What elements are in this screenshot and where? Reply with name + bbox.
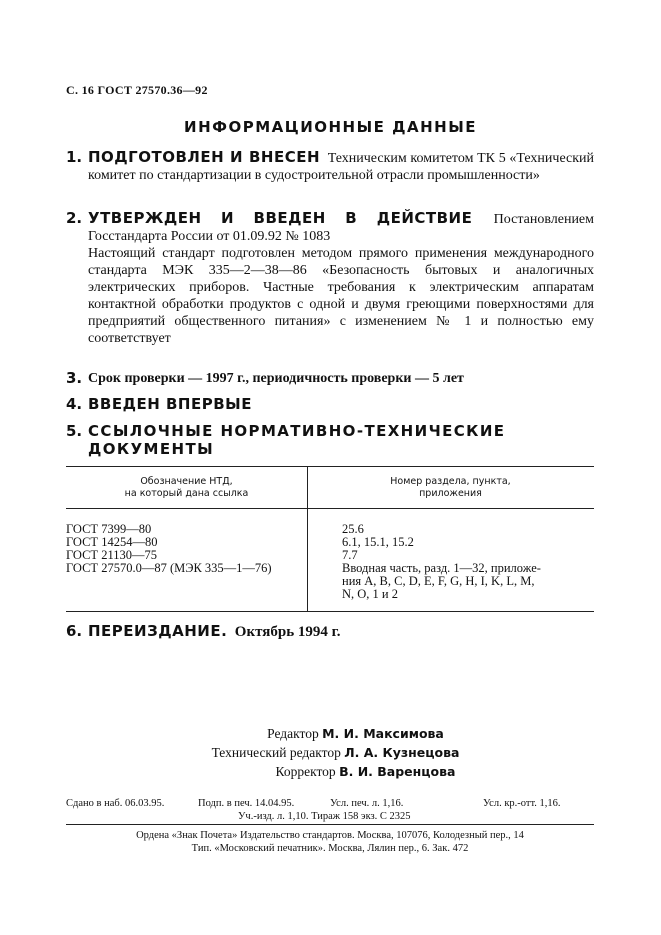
table-cell-section: ния A, B, C, D, E, F, G, H, I, K, L, M, <box>342 574 535 588</box>
table-header-section <box>307 476 594 500</box>
item-body: Срок проверки — 1997 г., периодичность проверки — 5 лет <box>88 371 464 386</box>
item-body: Техническим комитетом ТК 5 «Технический комитет по стандартизации в судостроительной отрасли промышленности» <box>88 151 595 183</box>
table-cell-section: N, O, 1 и 2 <box>342 587 398 601</box>
item-text <box>88 149 594 184</box>
imprint-rule <box>66 824 594 825</box>
item-note: Настоящий стандарт подготовлен методом прямого применения международного стандарта МЭК 335—2—38—86 «Безопасность бытовых и аналогичных электрических приборов. Частные требования к электрическим аппаратам контактной обработки продуктов с одной и двумя греющими поверхностями для предприятий общественного питания» с изменением № 1 и полностью ему соответствует <box>88 246 594 346</box>
item-number: 4. <box>66 395 83 413</box>
section-item-6 <box>66 623 594 641</box>
table-cell-document: ГОСТ 21130—75 <box>66 548 157 562</box>
printer-imprint <box>66 829 594 855</box>
section-item-1 <box>66 149 594 184</box>
item-body: Постановлением Госстандарта России от 01.09.92 № 1083 <box>88 212 595 244</box>
table-header-document <box>66 476 307 500</box>
print-sheets: Усл. печ. л. 1,16. <box>330 798 404 809</box>
item-heading: ПОДГОТОВЛЕН И ВНЕСЕН <box>88 148 321 166</box>
item-number: 5. <box>66 422 83 440</box>
table-cell-section: 7.7 <box>342 548 358 562</box>
table-col-section <box>342 523 594 601</box>
section-item-4 <box>66 396 594 414</box>
editor-line <box>0 724 661 743</box>
header-line: Номер раздела, пункта, <box>390 476 511 487</box>
section-item-3 <box>66 370 594 387</box>
item-heading: ВВЕДЕН ВПЕРВЫЕ <box>88 395 252 413</box>
section-item-2 <box>66 210 594 347</box>
item-heading: ПЕРЕИЗДАНИЕ. <box>88 622 228 640</box>
editor-name: М. И. Максимова <box>322 726 444 741</box>
item-number: 6. <box>66 622 83 640</box>
item-text <box>88 210 594 347</box>
document-title: ИНФОРМАЦИОННЫЕ ДАННЫЕ <box>184 118 477 136</box>
table-cell-document: ГОСТ 27570.0—87 (МЭК 335—1—76) <box>66 561 272 575</box>
edition-info: Уч.-изд. л. 1,10. Тираж 158 экз. С 2325 <box>238 811 411 822</box>
publisher-line: Ордена «Знак Почета» Издательство стандартов. Москва, 107076, Колодезный пер., 14 <box>136 830 524 841</box>
item-number: 3. <box>66 369 83 387</box>
header-line: Обозначение НТД, <box>140 476 233 487</box>
table-header-rule <box>66 508 594 509</box>
tech-editor-name: Л. А. Кузнецова <box>344 745 460 760</box>
table-cell-section: Вводная часть, разд. 1—32, приложе- <box>342 561 541 575</box>
corrector-line <box>0 762 661 781</box>
table-cell-section: 6.1, 15.1, 15.2 <box>342 535 414 549</box>
corrector-label: Корректор <box>275 764 336 779</box>
page-header: С. 16 ГОСТ 27570.36—92 <box>66 83 208 97</box>
table-cell-document: ГОСТ 14254—80 <box>66 535 158 549</box>
table-cell-document: ГОСТ 7399—80 <box>66 522 152 536</box>
item-heading: ССЫЛОЧНЫЕ НОРМАТИВНО-ТЕХНИЧЕСКИЕ ДОКУМЕНТЫ <box>88 422 506 458</box>
table-cell-section: 25.6 <box>342 522 364 536</box>
header-line: приложения <box>419 488 482 499</box>
editor-label: Редактор <box>267 726 319 741</box>
tech-editor-line <box>0 743 661 762</box>
item-number: 1. <box>66 148 83 166</box>
header-line: на который дана ссылка <box>124 488 249 499</box>
item-number: 2. <box>66 209 83 227</box>
color-prints: Усл. кр.-отт. 1,16. <box>483 798 561 809</box>
item-heading: УТВЕРЖДЕН И ВВЕДЕН В ДЕЙСТВИЕ <box>88 209 473 227</box>
section-item-5 <box>66 423 594 459</box>
corrector-name: В. И. Варенцова <box>339 764 456 779</box>
submitted-date: Сдано в наб. 06.03.95. <box>66 798 165 809</box>
table-col-document <box>66 523 307 575</box>
signed-date: Подп. в печ. 14.04.95. <box>198 798 295 809</box>
table-bottom-rule <box>66 611 594 612</box>
printshop-line: Тип. «Московский печатник». Москва, Лялин пер., 6. Зак. 472 <box>191 843 469 854</box>
tech-editor-label: Технический редактор <box>211 745 341 760</box>
table-top-rule <box>66 466 594 467</box>
editorial-credits <box>0 724 661 781</box>
item-body: Октябрь 1994 г. <box>234 624 341 640</box>
